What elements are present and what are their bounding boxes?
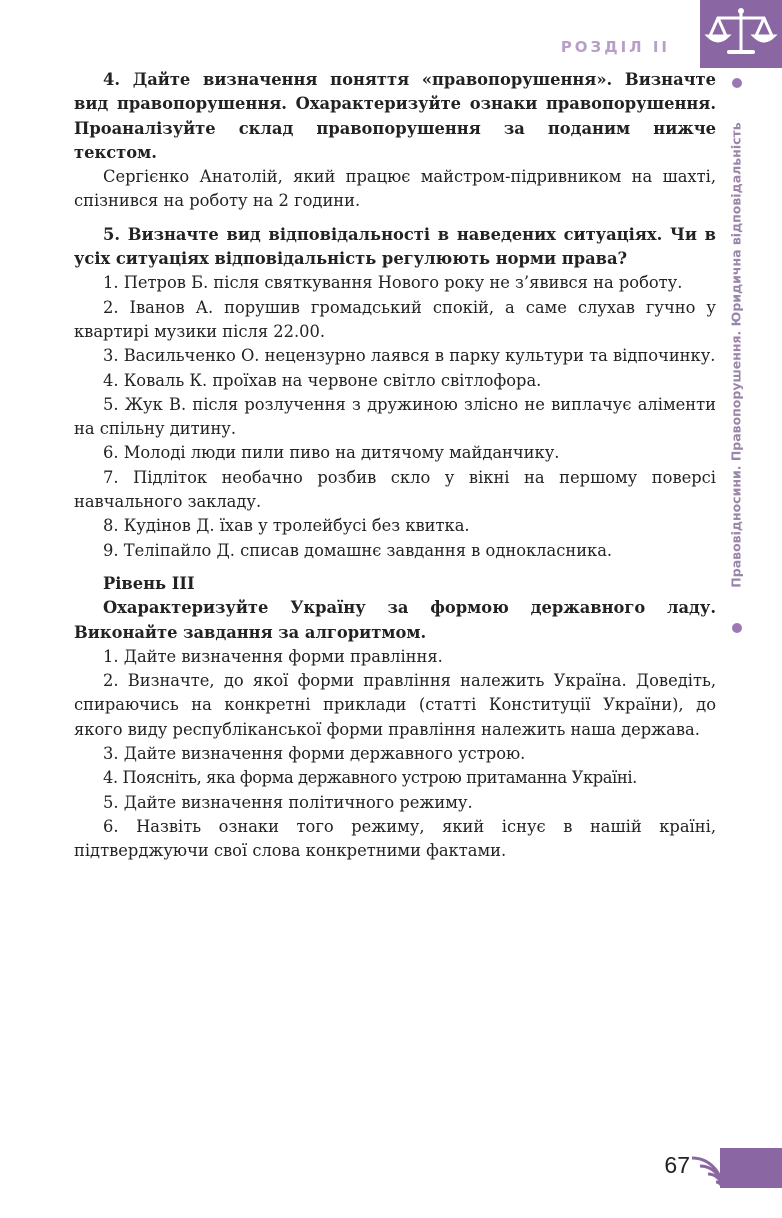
section-corner [700, 0, 782, 68]
list-item: 5. Жук В. після розлучення з дружиною злісно не виплачує аліменти на спільну дитину. [74, 394, 716, 439]
page-number: 67 [664, 1152, 690, 1178]
section-label: РОЗДІЛ II [560, 38, 670, 56]
footer-accent-block [720, 1148, 782, 1188]
list-item: 7. Підліток необачно розбив скло у вікні на першому поверсі навчального закладу. [74, 467, 716, 512]
list-item: 1. Петров Б. після святкування Нового року не з’явився на роботу. [103, 273, 683, 293]
task4-text: Сергієнко Анатолій, який працює майстром-підривником на шахті, спізнився на роботу на 2 години. [74, 167, 716, 211]
level3-heading: Охарактеризуйте Україну за формою державного ладу. Виконайте завдання за алгоритмом. [74, 598, 716, 642]
list-item: 8. Кудінов Д. їхав у тролейбусі без квитка. [103, 516, 470, 536]
list-item: 3. Васильченко О. нецензурно лаявся в парку культури та відпочинку. [103, 346, 716, 366]
task5-heading: 5. Визначте вид відповідальності в наведених ситуаціях. Чи в усіх ситуаціях відповідальність регулюють норми права? [74, 224, 716, 269]
list-item: 6. Назвіть ознаки того режиму, який існує в нашій країні, підтверджуючи свої слова конкретними фактами. [74, 816, 716, 861]
sidebar-text: Правовідносини. Правопорушення. Юридична відповідальність [728, 122, 744, 588]
list-item: 4. Поясніть, яка форма державного устрою притаманна Україні. [103, 768, 637, 788]
sidebar-chapter-title [730, 78, 744, 633]
list-item: 4. Коваль К. проїхав на червоне світло світлофора. [103, 370, 542, 390]
list-item: 6. Молоді люди пили пиво на дитячому майданчику. [103, 443, 560, 463]
level3-title: Рівень III [103, 573, 195, 593]
list-item: 9. Теліпайло Д. списав домашнє завдання в однокласника. [103, 540, 613, 560]
list-item: 5. Дайте визначення політичного режиму. [103, 792, 473, 812]
page-content [74, 68, 716, 864]
list-item: 1. Дайте визначення форми правління. [103, 646, 443, 666]
sidebar-dot-bottom [732, 623, 742, 633]
task4-heading: 4. Дайте визначення поняття «правопорушення». Визначте вид правопорушення. Охарактеризуйте ознаки правопорушення. Проаналізуйте склад правопорушення за поданим нижче текстом. [74, 70, 716, 162]
scales-icon [700, 0, 782, 68]
signal-arcs-icon [692, 1148, 722, 1188]
list-item: 2. Визначте, до якої форми правління належить Україна. Доведіть, спираючись на конкретні приклади (статті Конституції України), до якого виду республіканської форми правління належить наша держава. [74, 671, 716, 739]
list-item: 2. Іванов А. порушив громадський спокій, а саме слухав гучно у квартирі музики після 22.00. [74, 297, 716, 341]
list-item: 3. Дайте визначення форми державного устрою. [103, 744, 526, 764]
